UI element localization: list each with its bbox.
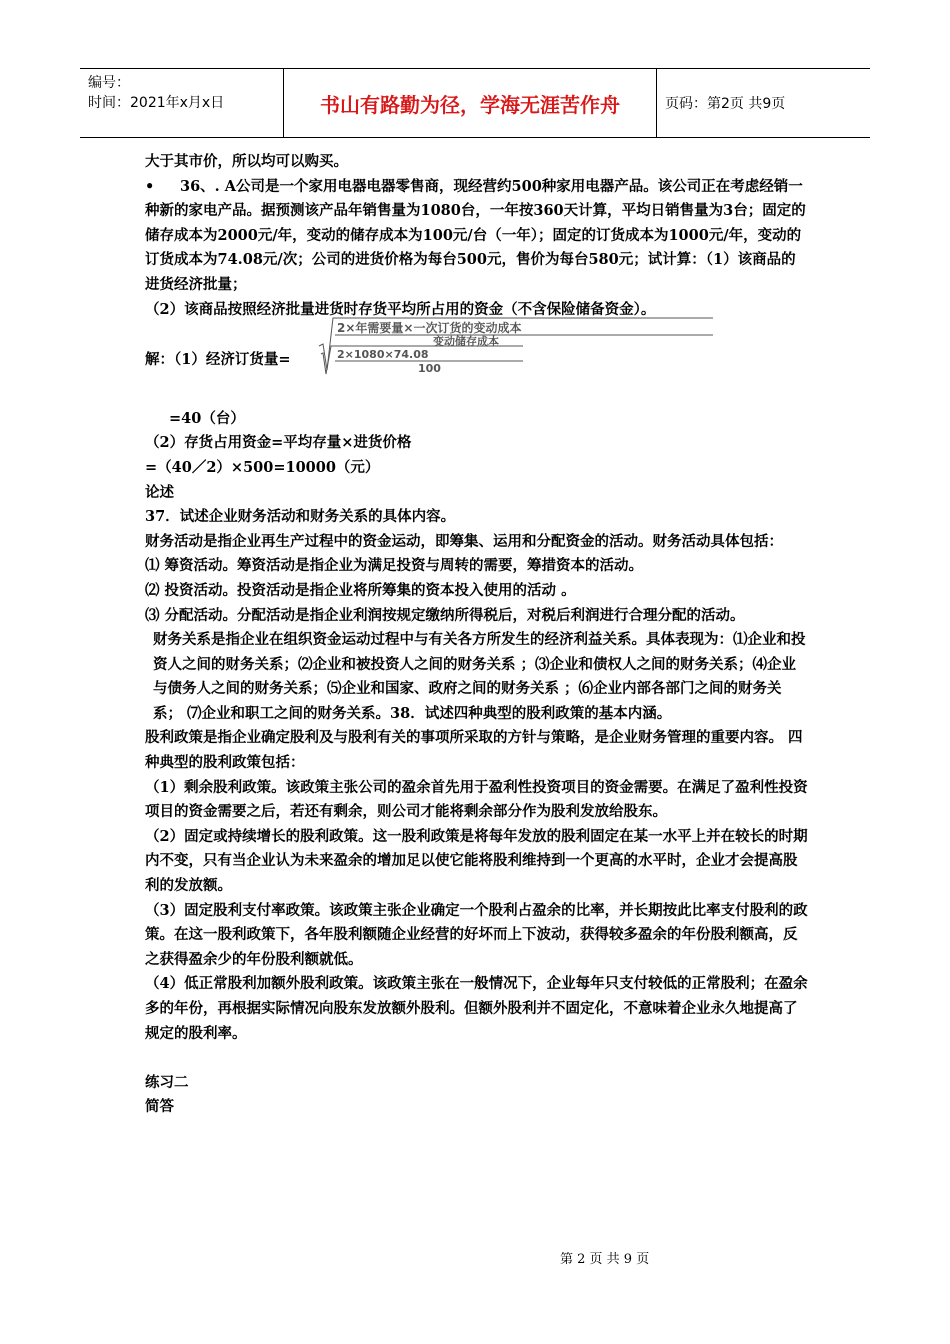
header-divider — [656, 69, 657, 137]
header-motto: 书山有路勤为径，学海无涯苦作舟 — [320, 92, 620, 117]
formula-label: 解：（1）经济订货量= — [145, 351, 291, 369]
page-header — [80, 68, 870, 138]
paragraph: （2）固定或持续增长的股利政策。这一股利政策是将每年发放的股利固定在某一水平上并在较长的时期内不变，只有当企业认为未来盈余的增加足以使它能将股利维持到一个更高的水平时，企业才会提高股利的发放额。 — [145, 827, 808, 895]
paragraph: 财务关系是指企业在组织资金运动过程中与有关各方所发生的经济利益关系。具体表现为：⑴企业和投资人之间的财务关系；⑵企业和被投资人之间的财务关系 ；⑶企业和债权人之间的财务关系；⑷企业与债务人之间的财务关系；⑸企业和国家、政府之间的财务关系 ；⑹企业内部各部门之间的财务关系； ⑺企业和职工之间的财务关系。38．试述四种典型的股利政策的基本内涵。 — [153, 631, 806, 722]
paragraph: （1）剩余股利政策。该政策主张公司的盈余首先用于盈利性投资项目的资金需要。在满足了盈利性投资项目的资金需要之后，若还有剩余，则公司才能将剩余部分作为股利发放给股东。 — [145, 778, 808, 821]
exercise-title: 练习二 — [145, 1073, 189, 1091]
subsection-title: 简答 — [145, 1098, 174, 1116]
formula-top-den: 变动储存成本 — [433, 335, 499, 349]
paragraph: （4）低正常股利加额外股利政策。该政策主张在一般情况下，企业每年只支付较低的正常股利；在盈余多的年份，再根据实际情况向股东发放额外股利。但额外股利并不固定化，不意味着企业永久地提高了规定的股利率。 — [145, 975, 808, 1042]
serial-label: 编号： — [88, 75, 130, 91]
question-36-text: 36、. A公司是一个家用电器电器零售商，现经营约500种家用电器产品。该公司正在考虑经销一种新的家电产品。据预测该产品年销售量为1080台，一年按360天计算，平均日销售量为3台；固定的储存成本为2000元/年，变动的储存成本为100元/台（一年）；固定的订货成本为1000元/年，变动的订货成本为74.08元/次；公司的进货价格为每台500元，售价为每台580元；试计算：（1）该商品的进货经济批量； — [145, 177, 806, 293]
formula-bottom: 2×1080×74.08 — [337, 348, 429, 362]
paragraph: 财务活动是指企业再生产过程中的资金运动，即筹集、运用和分配资金的活动。财务活动具体包括： — [145, 532, 783, 550]
formula-top: 2×年需要量×一次订货的变动成本 — [337, 321, 522, 336]
header-meta — [88, 73, 288, 113]
header-page-number: 页码：第2页 共9页 — [665, 96, 786, 112]
paragraph: 大于其市价，所以均可以购买。 — [145, 153, 348, 170]
eoq-formula — [313, 316, 733, 376]
result-3: =（40／2）×500=10000（元） — [145, 458, 380, 476]
page-footer: 第 2 页 共 9 页 — [560, 1252, 650, 1267]
section-title: 论述 — [145, 483, 174, 501]
formula-block — [145, 322, 810, 382]
formula-bottom-den: 100 — [418, 362, 441, 376]
question-36-part2: （2）该商品按照经济批量进货时存货平均所占用的资金（不含保险储备资金）。 — [145, 300, 656, 318]
time-label: 时间：2021年x月x日 — [88, 95, 225, 111]
paragraph: ⑴ 筹资活动。筹资活动是指企业为满足投资与周转的需要，筹措资本的活动。 — [145, 557, 644, 575]
paragraph: 股利政策是指企业确定股利及与股利有关的事项所采取的方针与策略，是企业财务管理的重要内容。 四种典型的股利政策包括： — [145, 729, 803, 772]
paragraph: （3）固定股利支付率政策。该政策主张企业确定一个股利占盈余的比率，并长期按此比率支付股利的政策。在这一股利政策下，各年股利额随企业经营的好坏而上下波动，获得较多盈余的年份股利额高，反之获得盈余少的年份股利额就低。 — [145, 901, 808, 968]
question-36 — [145, 175, 810, 298]
result-1: =40（台） — [169, 409, 245, 427]
result-2: （2）存货占用资金=平均存量×进货价格 — [145, 434, 412, 452]
document-body — [145, 150, 810, 1120]
paragraph: ⑵ 投资活动。投资活动是指企业将所筹集的资本投入使用的活动 。 — [145, 581, 576, 599]
question-37: 37．试述企业财务活动和财务关系的具体内容。 — [145, 508, 456, 526]
bullet-icon: • — [145, 177, 155, 195]
paragraph: ⑶ 分配活动。分配活动是指企业利润按规定缴纳所得税后，对税后利润进行合理分配的活动。 — [145, 606, 745, 624]
